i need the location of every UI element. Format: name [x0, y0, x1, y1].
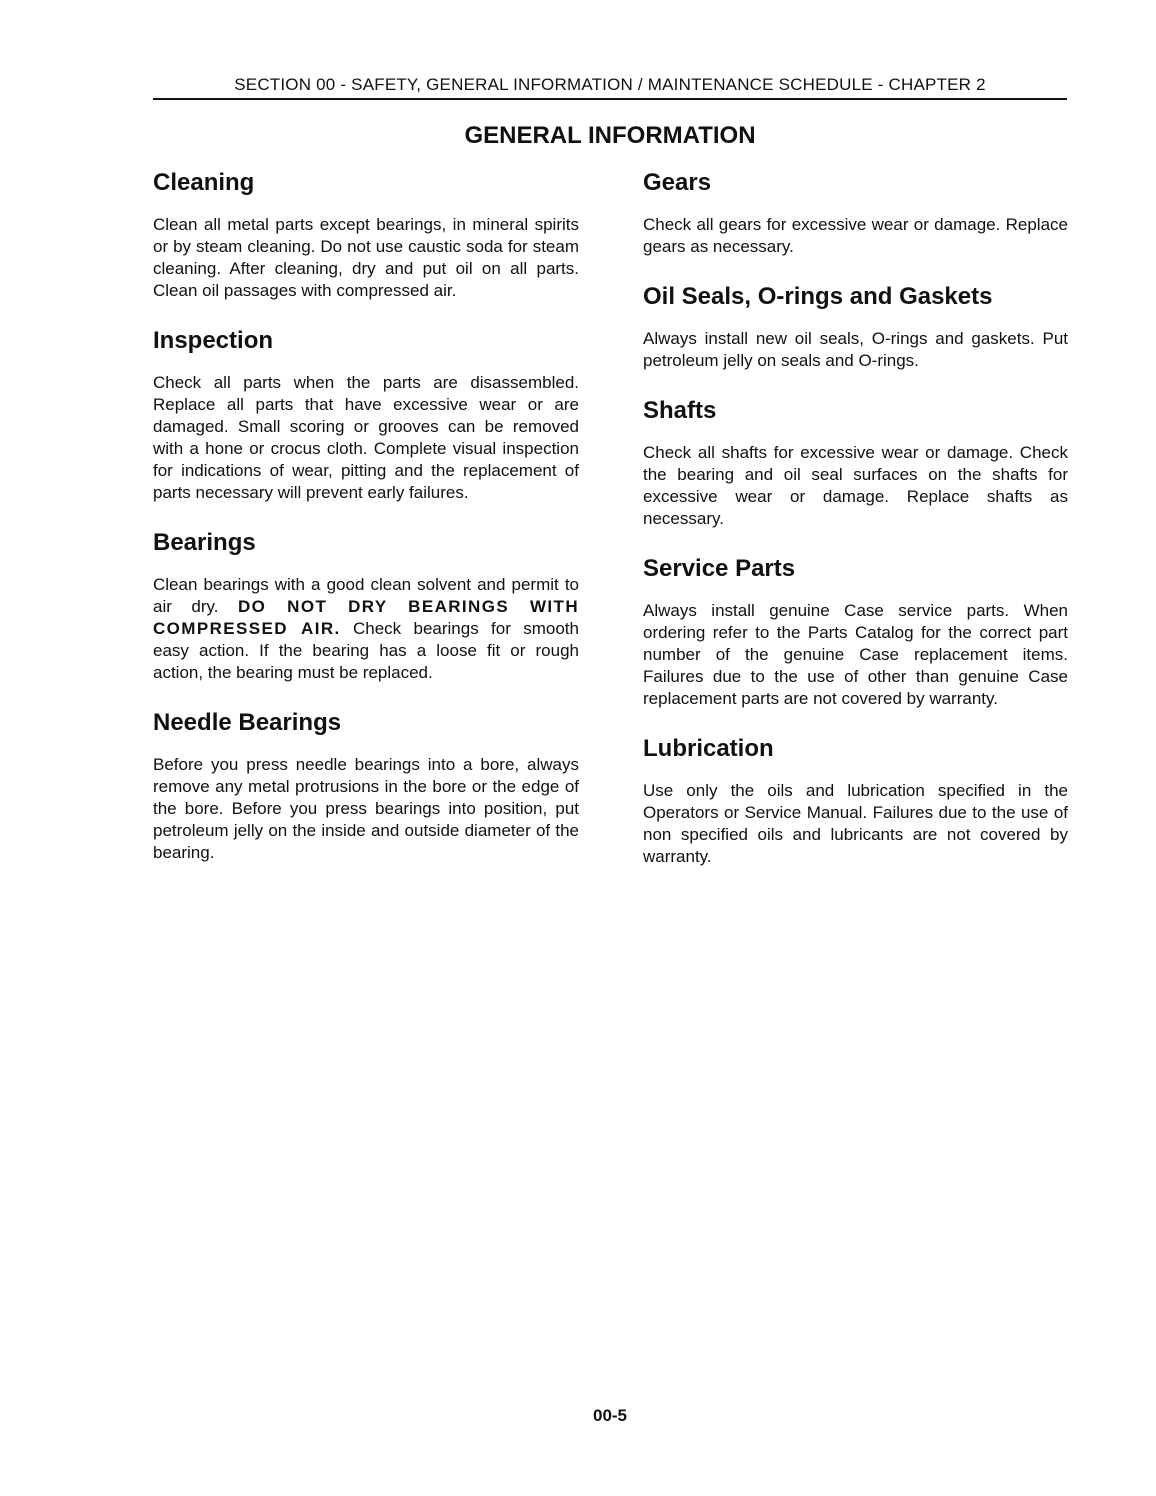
section-body-needle-bearings: Before you press needle bearings into a bore, always remove any metal protrusions in the bore or the edge of the bore. Before you press bearings into position, put petroleum jelly on the inside and outside diameter of the bearing. [153, 755, 579, 862]
section-body-bearings [153, 574, 579, 684]
section-oil-seals [643, 280, 1068, 372]
section-needle-bearings [153, 706, 579, 864]
section-heading-oil-seals: Oil Seals, O-rings and Gaskets [643, 283, 993, 310]
section-body-service-parts: Always install genuine Case service parts. When ordering refer to the Parts Catalog for the correct part number of the genuine Case replacement items. Failures due to the use of other than genuine Case replacement parts are not covered by warranty. [643, 601, 1068, 708]
section-heading-inspection: Inspection [153, 327, 274, 354]
section-heading-lubrication: Lubrication [643, 735, 774, 762]
header-rule [153, 98, 1067, 100]
section-lubrication [643, 732, 1068, 868]
bearings-warning: DO NOT DRY BEARINGS WITH COMPRESSED AIR. [153, 597, 579, 638]
section-bearings [153, 526, 579, 684]
bearings-body-rest: Check bearings for smooth easy action. If the bearing has a loose fit or rough action, the bearing must be replaced. [153, 619, 579, 682]
section-heading-bearings: Bearings [153, 529, 256, 556]
section-body-cleaning: Clean all metal parts except bearings, in mineral spirits or by steam cleaning. Do not use caustic soda for steam cleaning. After cleaning, dry and put oil on all parts. Clean oil passages with compressed air. [153, 215, 579, 300]
section-heading-cleaning: Cleaning [153, 169, 255, 196]
section-body-oil-seals: Always install new oil seals, O-rings and gaskets. Put petroleum jelly on seals and O-rings. [643, 329, 1068, 370]
section-heading-needle-bearings: Needle Bearings [153, 709, 342, 736]
section-cleaning [153, 166, 579, 302]
bearings-body-intro: Clean bearings with a good clean solvent and permit to air dry. [153, 575, 579, 616]
section-heading-gears: Gears [643, 169, 712, 196]
section-heading-service-parts: Service Parts [643, 555, 796, 582]
section-body-lubrication: Use only the oils and lubrication specified in the Operators or Service Manual. Failures due to the use of non specified oils and lubricants are not covered by warranty. [643, 781, 1068, 866]
left-column [153, 166, 579, 886]
page-title: GENERAL INFORMATION [464, 122, 756, 149]
section-body-gears: Check all gears for excessive wear or damage. Replace gears as necessary. [643, 215, 1068, 256]
section-heading-shafts: Shafts [643, 397, 717, 424]
section-body-shafts: Check all shafts for excessive wear or damage. Check the bearing and oil seal surfaces on the shafts for excessive wear or damage. Replace shafts as necessary. [643, 443, 1068, 528]
section-body-inspection: Check all parts when the parts are disassembled. Replace all parts that have excessive wear or are damaged. Small scoring or grooves can be removed with a hone or crocus cloth. Complete visual inspection for indications of wear, pitting and the replacement of parts necessary will prevent early failures. [153, 373, 579, 502]
right-column [643, 166, 1068, 890]
section-inspection [153, 324, 579, 504]
page-number: 00-5 [592, 1406, 628, 1425]
running-header: SECTION 00 - SAFETY, GENERAL INFORMATION / MAINTENANCE SCHEDULE - CHAPTER 2 [234, 75, 986, 94]
section-service-parts [643, 552, 1068, 710]
section-shafts [643, 394, 1068, 530]
section-gears [643, 166, 1068, 258]
